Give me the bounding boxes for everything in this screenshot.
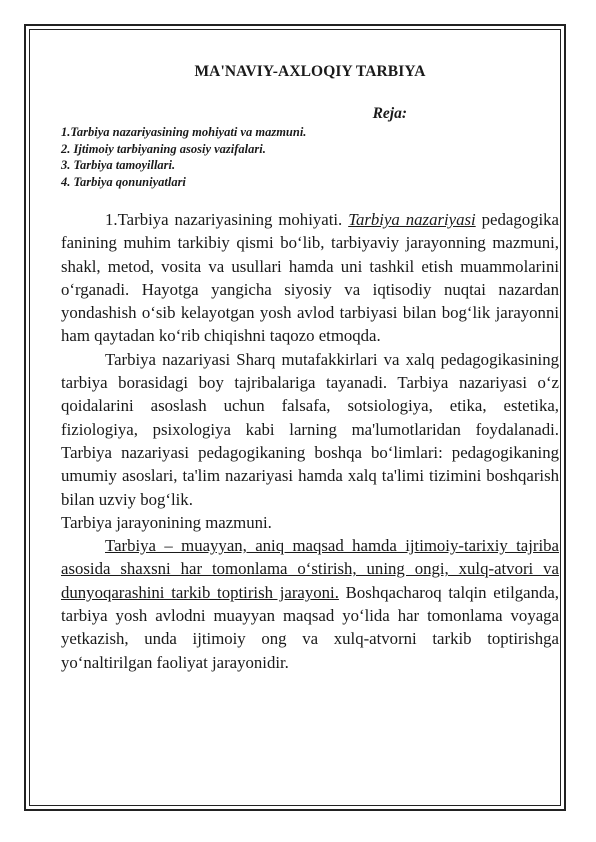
plan-heading: Reja: [372, 105, 407, 122]
paragraph-1 [61, 208, 559, 348]
plan-list [61, 124, 559, 190]
document-body [61, 44, 559, 674]
plan-item: 1.Tarbiya nazariyasining mohiyati va mazmuni. [61, 125, 307, 139]
main-text [61, 208, 559, 674]
term-tarbiya-nazariyasi: Tarbiya nazariyasi [348, 210, 476, 229]
plan-item: 4. Tarbiya qonuniyatlari [61, 174, 186, 189]
paragraph-1-text: pedagogika fanining muhim tarkibiy qismi bo‘lib, tarbiyaviy jarayonning mazmuni, shakl, metod, vosita va usullari hamda uni tashkil etish muammolarini o‘rganadi. Hayotga yangicha siyosiy va iqtisodiy nuqtai nazardan yondashish o‘sib kelayotgan yosh avlod tarbiyasi bilan bog‘lik jarayonni ham qaytadan ko‘rib chiqishni taqozo etmoqda. [61, 210, 559, 346]
paragraph-1-lead: 1.Tarbiya nazariyasining mohiyati. [105, 210, 349, 229]
document-title: MA'NAVIY-AXLOQIY TARBIYA [194, 63, 426, 80]
paragraph-3-text: Boshqacharoq talqin etilganda, tarbiya yosh avlodni muayyan maqsad yo‘lida har tomonlama voyaga yetkazish, unda ijtimoiy ong va xulq-atvorni tarkib toptirishga yo‘naltirilgan faoliyat jarayonidir. [61, 582, 559, 672]
paragraph-3 [61, 534, 559, 674]
section-subheading: Tarbiya jarayonining mazmuni. [61, 512, 272, 532]
paragraph-2: Tarbiya nazariyasi Sharq mutafakkirlari va xalq pedagogikasining tarbiya borasidagi boy tajribalariga tayanadi. Tarbiya nazariyasi o‘z qoidalarini asoslash uchun falsafa, sotsiologiya, etika, estetika, fiziologiya, psixologiya kabi larning ma'lumotlaridan foydalanadi. Tarbiya nazariyasi pedagogikaning boshqa bo‘limlari: pedagogikaning umumiy asoslari, ta'lim nazariyasi hamda xalq ta'limi tizimini boshqarish bilan uzviy bog‘lik. [61, 349, 559, 509]
plan-item: 3. Tarbiya tamoyillari. [61, 158, 176, 172]
tarbiya-definition: Tarbiya – muayyan, aniq maqsad hamda ijtimoiy-tarixiy tajriba asosida shaxsni har tomonlama o‘stirish, uning ongi, xulq-atvori va dunyoqarashini tarkib toptirish jarayoni. [61, 536, 559, 602]
plan-item: 2. Ijtimoiy tarbiyaning asosiy vazifalari. [61, 141, 266, 156]
